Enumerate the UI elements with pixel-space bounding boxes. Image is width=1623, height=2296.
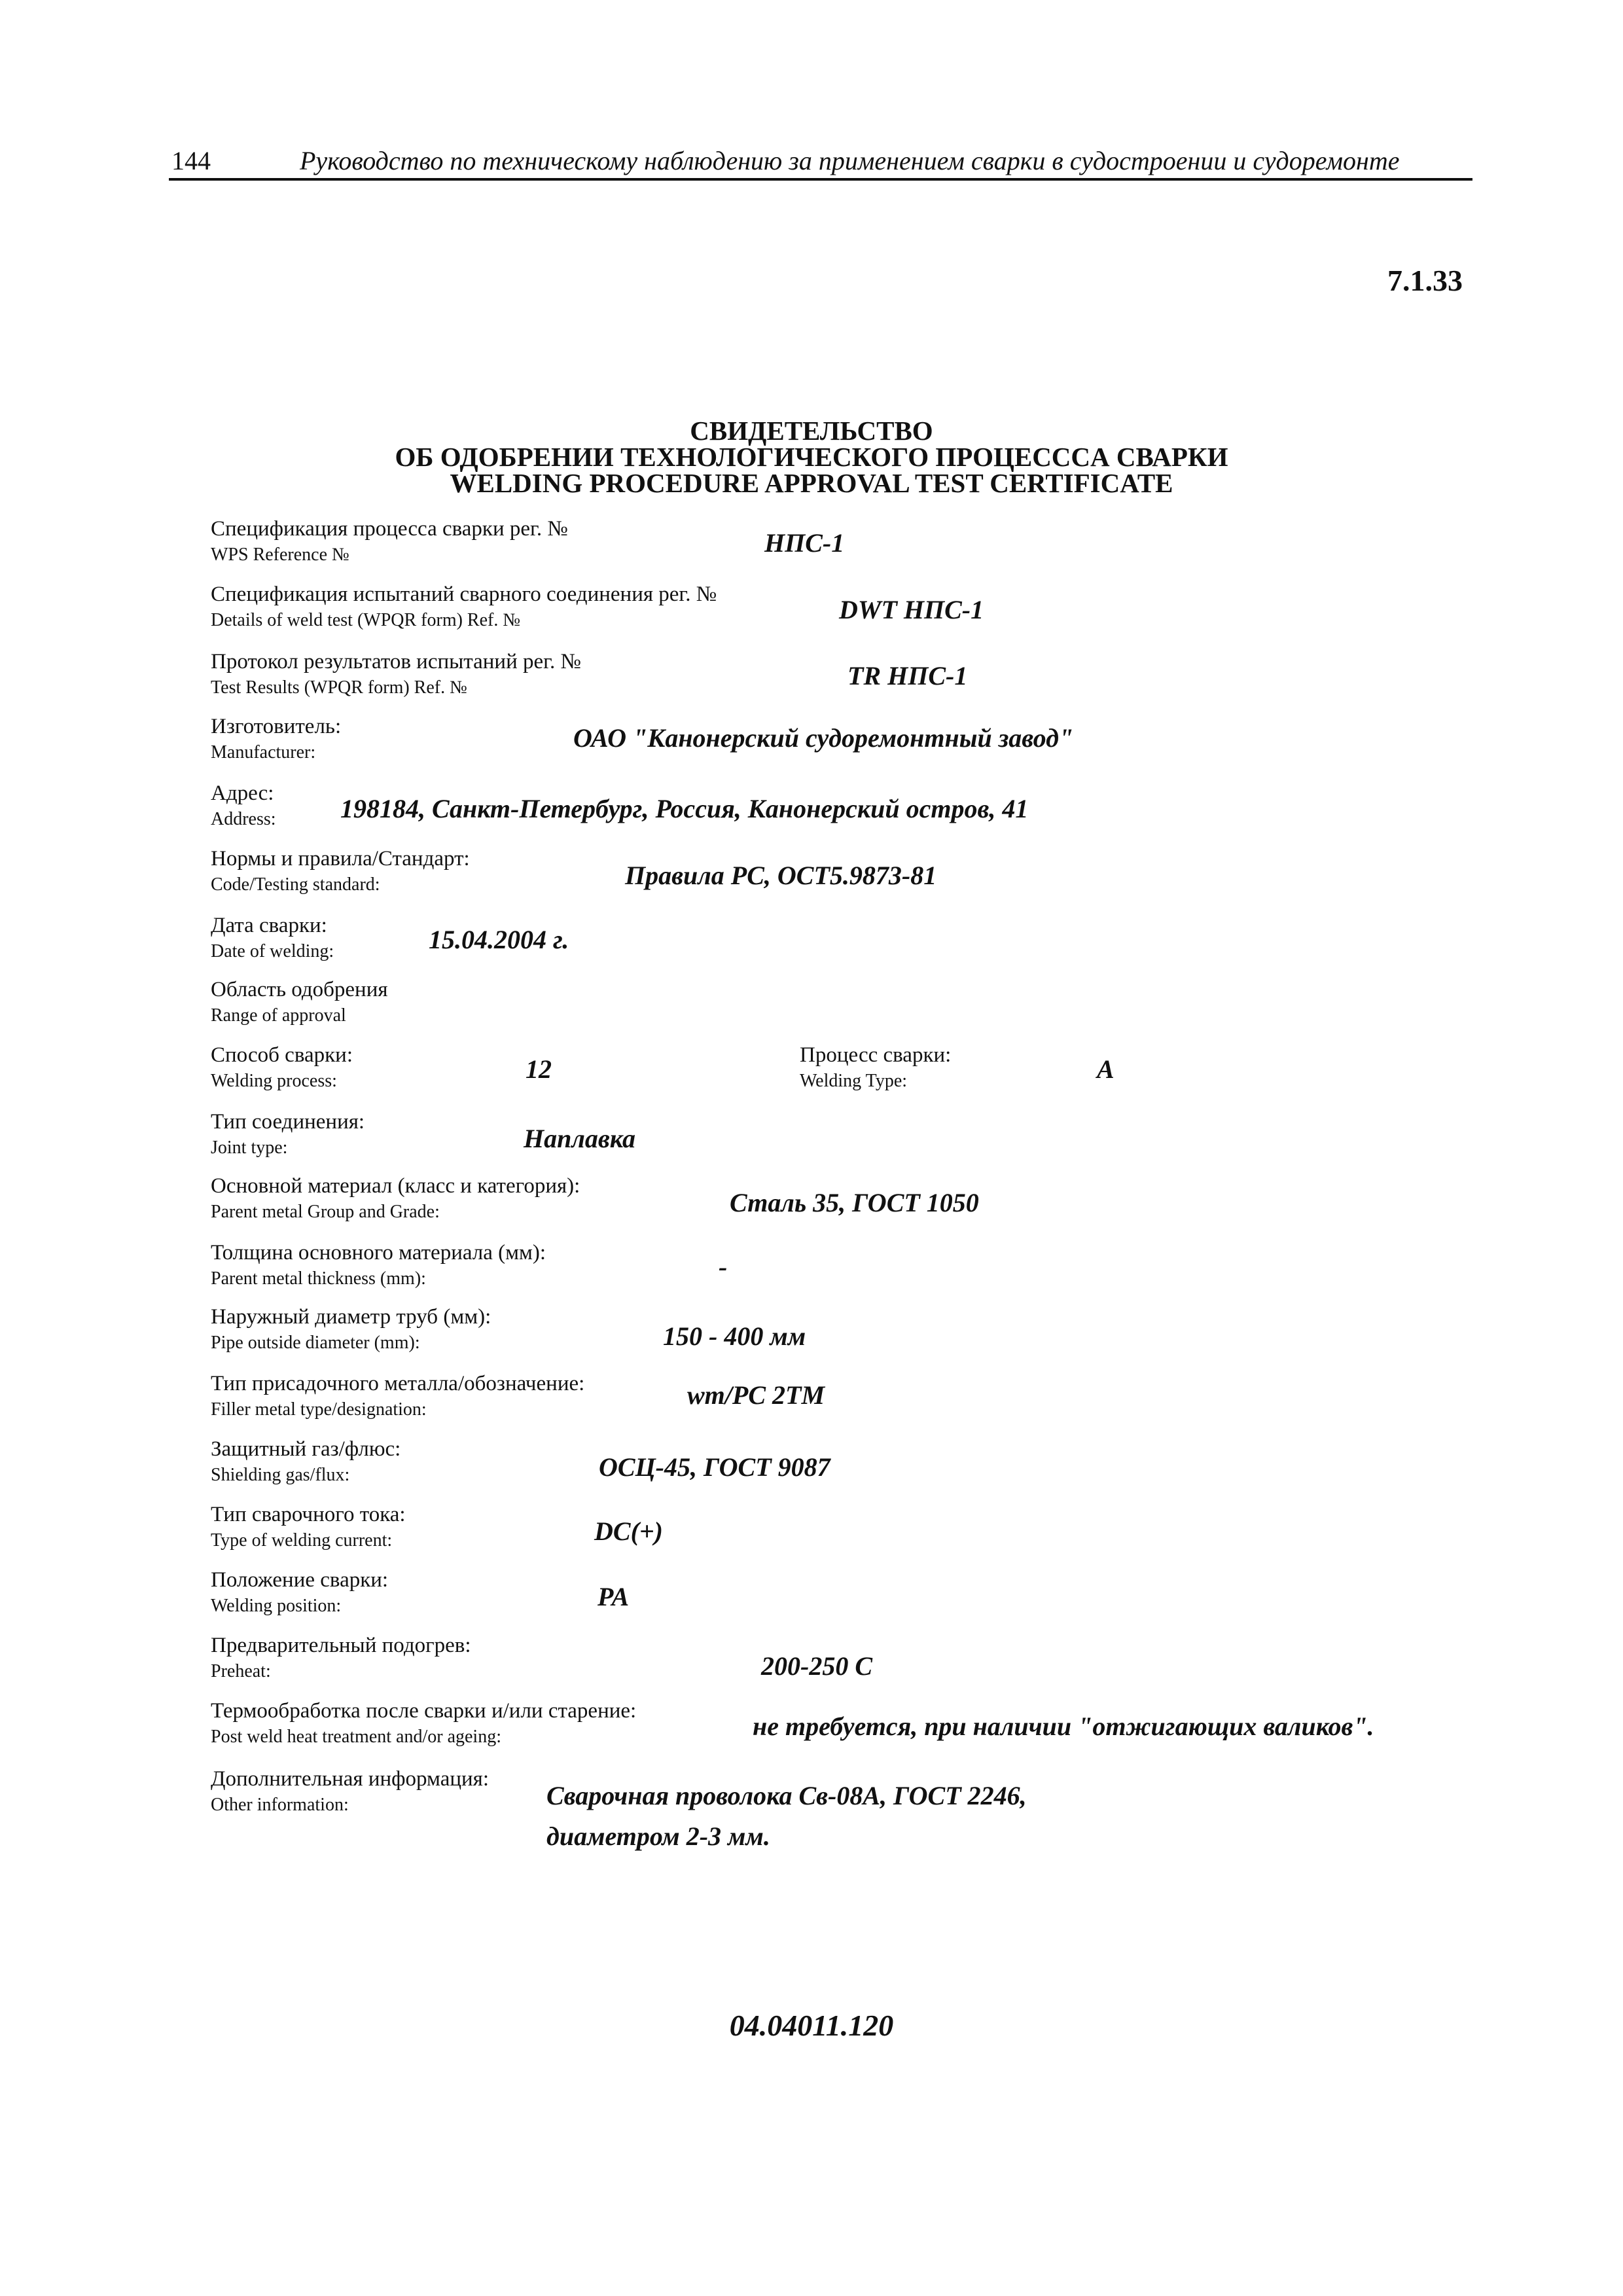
pipe-diameter-label-en: Pipe outside diameter (mm): bbox=[211, 1333, 420, 1353]
certificate-title-en: WELDING PROCEDURE APPROVAL TEST CERTIFICATE bbox=[450, 468, 1173, 498]
manufacturer-label-ru: Изготовитель: bbox=[211, 715, 342, 738]
standard-label-en: Code/Testing standard: bbox=[211, 874, 380, 895]
process-value: 12 bbox=[526, 1054, 552, 1084]
shielding-label-ru: Защитный газ/флюс: bbox=[211, 1437, 401, 1461]
preheat-label-en: Preheat: bbox=[211, 1661, 271, 1681]
manufacturer-label-en: Manufacturer: bbox=[211, 742, 316, 762]
running-title: Руководство по техническому наблюдению за применением сварки в судостроении и судоремонте bbox=[300, 146, 1400, 175]
joint-label-en: Joint type: bbox=[211, 1138, 288, 1158]
test-results-value: TR НПС-1 bbox=[847, 661, 968, 691]
position-value: PA bbox=[597, 1582, 630, 1611]
date-value: 15.04.2004 г. bbox=[429, 925, 569, 954]
other-value-line1: Сварочная проволока Св-08А, ГОСТ 2246, bbox=[546, 1781, 1027, 1810]
parent-metal-label-ru: Основной материал (класс и категория): bbox=[211, 1174, 580, 1198]
thickness-label-ru: Толщина основного материала (мм): bbox=[211, 1241, 546, 1265]
parent-metal-label-en: Parent metal Group and Grade: bbox=[211, 1202, 440, 1222]
current-value: DC(+) bbox=[594, 1516, 663, 1546]
address-label-en: Address: bbox=[211, 809, 276, 829]
filler-label-en: Filler metal type/designation: bbox=[211, 1399, 427, 1420]
section-number: 7.1.33 bbox=[1387, 264, 1463, 297]
pipe-diameter-label-ru: Наружный диаметр труб (мм): bbox=[211, 1305, 491, 1329]
current-label-en: Type of welding current: bbox=[211, 1530, 393, 1551]
address-value: 198184, Санкт-Петербург, Россия, Канонерский остров, 41 bbox=[340, 794, 1029, 823]
certificate-subtitle-ru: ОБ ОДОБРЕНИИ ТЕХНОЛОГИЧЕСКОГО ПРОЦЕССCА СВАРКИ bbox=[395, 442, 1228, 472]
thickness-value: - bbox=[719, 1252, 728, 1282]
welding-type-value: A bbox=[1097, 1054, 1115, 1084]
process-label-en: Welding process: bbox=[211, 1071, 337, 1091]
pwht-value: не требуется, при наличии "отжигающих валиков". bbox=[753, 1712, 1374, 1741]
weld-test-label-en: Details of weld test (WPQR form) Ref. № bbox=[211, 610, 521, 630]
current-label-ru: Тип сварочного тока: bbox=[211, 1503, 406, 1526]
weld-test-value: DWT НПС-1 bbox=[839, 595, 984, 624]
pwht-label-en: Post weld heat treatment and/or ageing: bbox=[211, 1727, 501, 1747]
address-label-ru: Адрес: bbox=[211, 781, 274, 805]
other-label-ru: Дополнительная информация: bbox=[211, 1767, 490, 1791]
standard-label-ru: Нормы и правила/Стандарт: bbox=[211, 847, 470, 870]
preheat-value: 200-250 С bbox=[761, 1651, 872, 1681]
process-label-ru: Способ сварки: bbox=[211, 1043, 353, 1067]
other-value-line2: диаметром 2-3 мм. bbox=[546, 1821, 770, 1851]
shielding-value: ОСЦ-45, ГОСТ 9087 bbox=[599, 1452, 830, 1482]
thickness-label-en: Parent metal thickness (mm): bbox=[211, 1268, 426, 1289]
page-number: 144 bbox=[171, 146, 211, 175]
standard-value: Правила РС, ОСТ5.9873-81 bbox=[625, 861, 937, 890]
welding-type-label-en: Welding Type: bbox=[800, 1071, 908, 1091]
wps-label-ru: Спецификация процесса сварки рег. № bbox=[211, 517, 568, 541]
certificate-title-ru: СВИДЕТЕЛЬСТВО bbox=[690, 416, 933, 446]
date-label-ru: Дата сварки: bbox=[211, 914, 327, 937]
range-label-ru: Область одобрения bbox=[211, 978, 388, 1001]
preheat-label-ru: Предварительный подогрев: bbox=[211, 1634, 471, 1657]
date-label-en: Date of welding: bbox=[211, 941, 334, 961]
manufacturer-value: ОАО "Канонерский судоремонтный завод" bbox=[573, 723, 1074, 753]
pipe-diameter-value: 150 - 400 мм bbox=[663, 1321, 806, 1351]
pwht-label-ru: Термообработка после сварки и/или старение: bbox=[211, 1699, 637, 1723]
filler-value: wm/PC 2TM bbox=[687, 1380, 825, 1410]
position-label-ru: Положение сварки: bbox=[211, 1568, 389, 1592]
joint-label-ru: Тип соединения: bbox=[211, 1110, 365, 1134]
welding-type-label-ru: Процесс сварки: bbox=[800, 1043, 952, 1067]
filler-label-ru: Тип присадочного металла/обозначение: bbox=[211, 1372, 585, 1395]
document-code: 04.04011.120 bbox=[729, 2009, 894, 2042]
wps-label-en: WPS Reference № bbox=[211, 545, 349, 565]
other-label-en: Other information: bbox=[211, 1795, 349, 1815]
header-rule bbox=[169, 178, 1472, 181]
test-results-label-en: Test Results (WPQR form) Ref. № bbox=[211, 677, 467, 698]
parent-metal-value: Сталь 35, ГОСТ 1050 bbox=[730, 1188, 979, 1217]
range-label-en: Range of approval bbox=[211, 1005, 346, 1026]
wps-value: НПС-1 bbox=[764, 528, 845, 558]
shielding-label-en: Shielding gas/flux: bbox=[211, 1465, 350, 1485]
position-label-en: Welding position: bbox=[211, 1596, 342, 1616]
joint-value: Наплавка bbox=[524, 1124, 636, 1153]
weld-test-label-ru: Спецификация испытаний сварного соединения рег. № bbox=[211, 583, 717, 606]
test-results-label-ru: Протокол результатов испытаний рег. № bbox=[211, 650, 581, 673]
